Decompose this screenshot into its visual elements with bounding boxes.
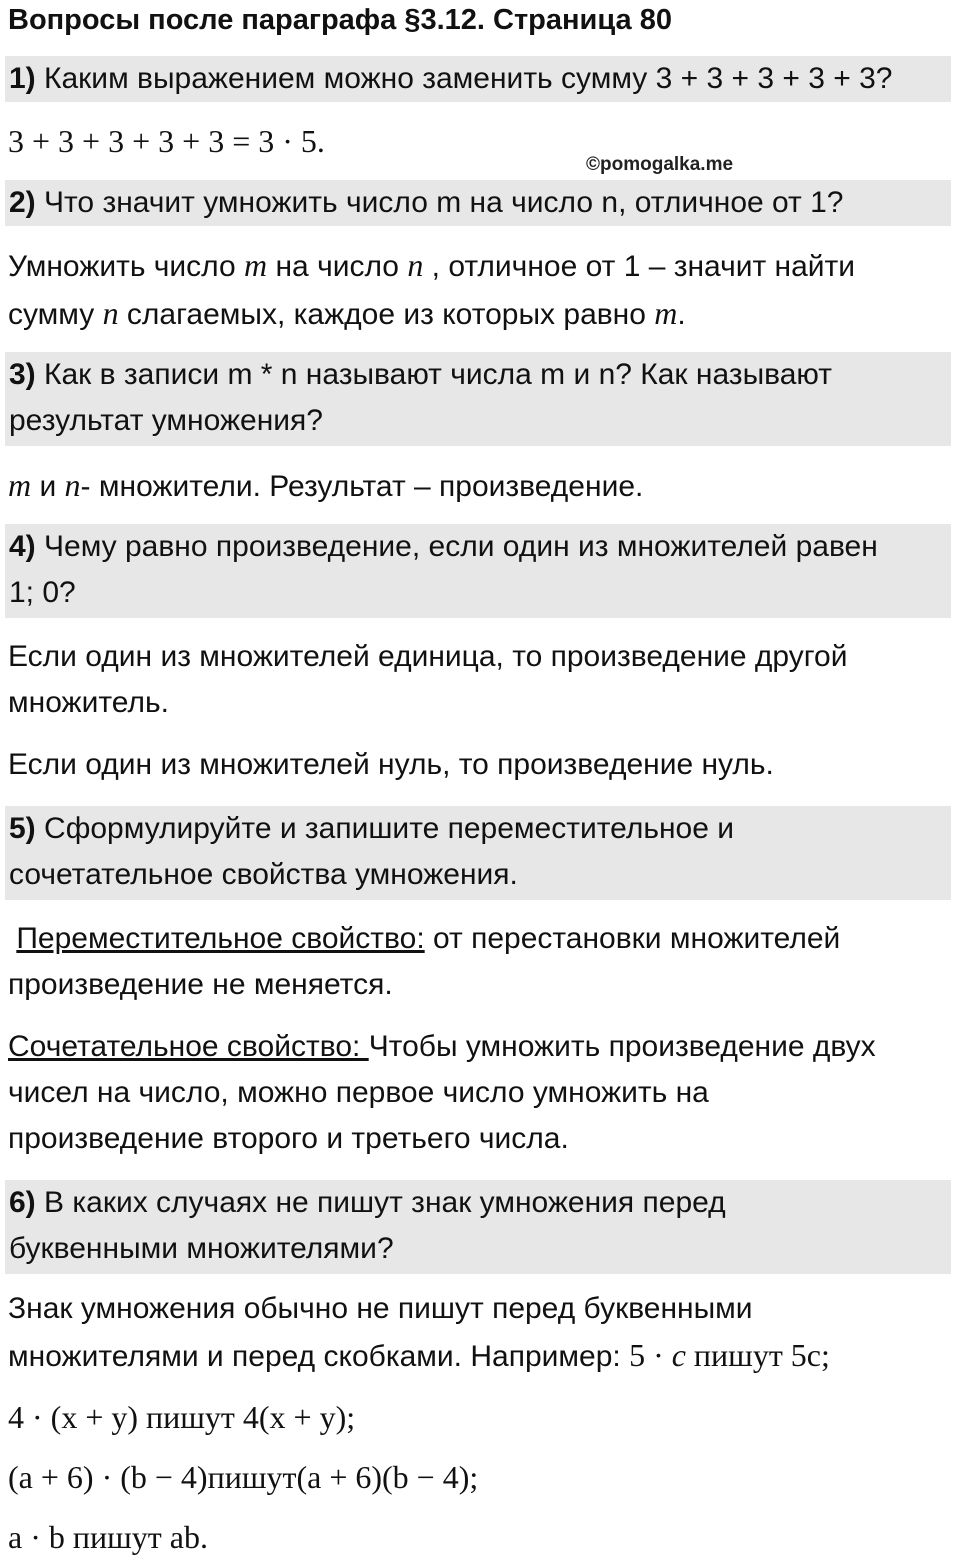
answer-line: Если один из множителей единица, то произведение другой: [8, 640, 848, 673]
watermark: ©pomogalka.me: [586, 154, 734, 175]
question-text: В каких случаях не пишут знак умножения перед: [35, 1186, 726, 1219]
answer-line: чисел на число, можно первое число умножить на: [8, 1076, 709, 1109]
question-text-line2: 1; 0?: [9, 576, 76, 609]
answer-4: [8, 634, 952, 788]
answer-line: Умножить число m на число n , отличное от 1 – значит найти: [8, 247, 856, 283]
answer-6: [8, 1286, 952, 1560]
question-3: [5, 352, 951, 446]
page-title: Вопросы после параграфа §3.12. Страница 80: [8, 4, 672, 36]
answer-line: Сочетательное свойство: Чтобы умножить произведение двух: [8, 1030, 876, 1063]
answer-line: произведение второго и третьего числа.: [8, 1122, 569, 1155]
question-1: [5, 56, 951, 102]
question-text: Чему равно произведение, если один из множителей равен: [35, 530, 878, 563]
question-text: Каким выражением можно заменить сумму 3 + 3 + 3 + 3 + 3?: [35, 62, 893, 95]
answer-line: a · b пишут ab.: [8, 1519, 208, 1555]
question-text: Что значит умножить число m на число n, отличное от 1?: [35, 186, 844, 219]
answer-line: Переместительное свойство: от перестановки множителей: [16, 922, 841, 955]
answer-3: m и n- множители. Результат – произведение.: [8, 467, 644, 503]
answer-line: сумму n слагаемых, каждое из которых равно m.: [8, 295, 686, 331]
answer-line: множителями и перед скобками. Например: 5 · c пишут 5c;: [8, 1337, 830, 1373]
answer-line: множитель.: [8, 686, 169, 719]
answer-line: (a + 6) · (b − 4)пишут(a + 6)(b − 4);: [8, 1459, 479, 1495]
answer-line: Если один из множителей нуль, то произведение нуль.: [8, 748, 774, 781]
question-number: 4): [9, 530, 36, 563]
answer-line: 4 · (x + y) пишут 4(x + y);: [8, 1399, 356, 1435]
answer-line: произведение не меняется.: [8, 968, 393, 1001]
answer-5: [8, 916, 952, 1162]
question-number: 5): [9, 812, 36, 845]
property-label: Сочетательное свойство:: [8, 1030, 369, 1063]
question-number: 3): [9, 358, 36, 391]
question-number: 6): [9, 1186, 36, 1219]
question-text: Как в записи m * n называют числа m и n? Как называют: [35, 358, 832, 391]
question-number: 2): [9, 186, 36, 219]
question-2: [5, 180, 951, 226]
question-6: [5, 1180, 951, 1274]
question-text: Сформулируйте и запишите переместительное и: [35, 812, 734, 845]
question-number: 1): [9, 62, 36, 95]
answer-line: Знак умножения обычно не пишут перед буквенными: [8, 1292, 753, 1325]
question-text-line2: буквенными множителями?: [9, 1232, 394, 1265]
question-5: [5, 806, 951, 900]
question-text-line2: сочетательное свойства умножения.: [9, 858, 518, 891]
answer-1: 3 + 3 + 3 + 3 + 3 = 3 · 5.: [8, 123, 325, 159]
question-4: [5, 524, 951, 618]
property-label: Переместительное свойство:: [16, 922, 425, 955]
answer-2: [8, 242, 952, 338]
question-text-line2: результат умножения?: [9, 404, 323, 437]
